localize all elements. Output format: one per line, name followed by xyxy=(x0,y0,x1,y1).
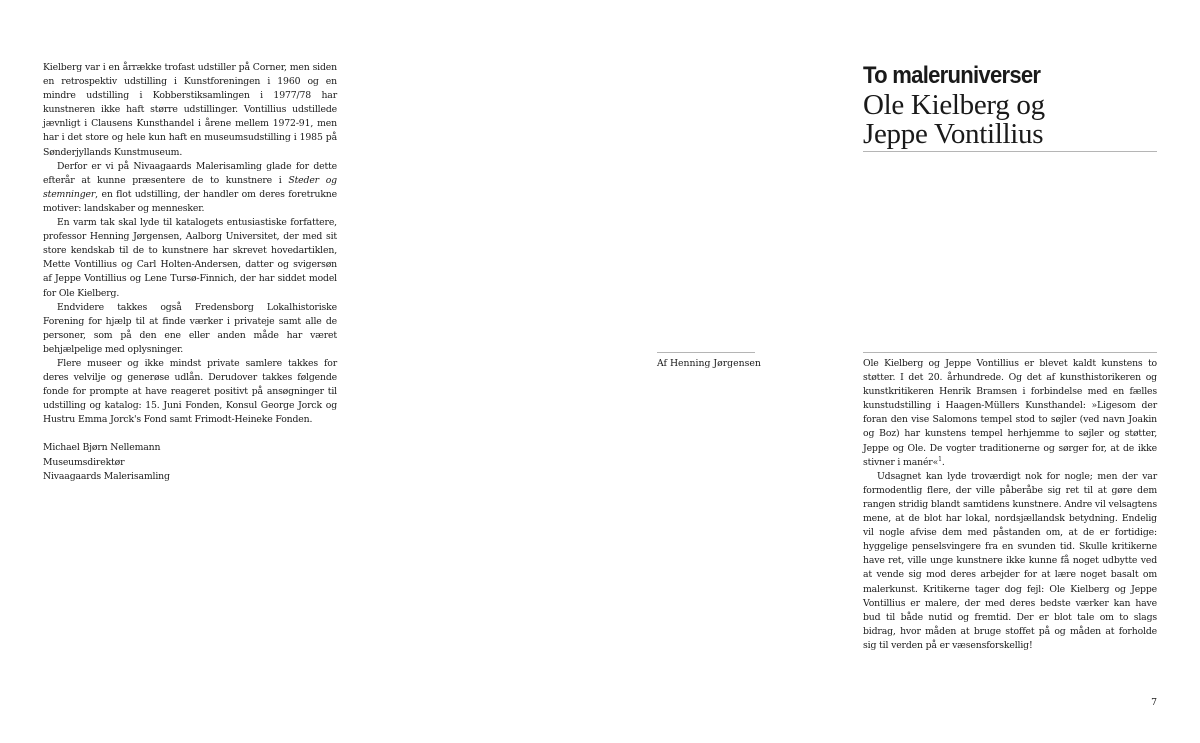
article-title-line: Jeppe Vontillius xyxy=(863,118,1044,150)
article-text: Ole Kielberg og Jeppe Vontillius er blevet kaldt kunstens to støtter. I det 20. århundrede. Og det af kunsthistorikeren og kunstkritikeren Henrik Bramsen i forbindelse med en fælles kunstudstilling i Haagen-Müllers Kunsthandel: »Ligesom der foran den vise Salomons tempel stod to søjler (ved navn Joakin og Boz) har kunstens tempel herhjemme to søjler og støtter, Jeppe og Ole. De vogter traditionerne og sørger for, at de ikke stivner i manér« xyxy=(863,358,1157,468)
author-byline: Af Henning Jørgensen xyxy=(657,358,761,369)
foreword-text: , en flot udstilling, der handler om deres foretrukne motiver: landskaber og mennesker. xyxy=(43,188,337,214)
foreword-paragraph: Endvidere takkes også Fredensborg Lokalhistoriske Forening for hjælp til at finde værker i privateje samt alle de personer, som på den ene eller anden måde har været behjælpelige med oplysninger. xyxy=(43,301,337,355)
article-heading xyxy=(863,61,1157,152)
article-paragraph xyxy=(863,357,1157,470)
foreword-paragraph: En varm tak skal lyde til katalogets entusiastiske forfattere, professor Henning Jørgensen, Aalborg Universitet, der med sit store kendskab til de to kunstnere har skrevet hovedartiklen, Mette Vontillius og Carl Holten-Andersen, datter og svigersøn af Jeppe Vontillius og Lene Tursø-Finnich, der har siddet model for Ole Kielberg. xyxy=(43,217,337,299)
exhibition-title: Steder og stemninger xyxy=(43,174,337,200)
byline-divider xyxy=(657,352,755,353)
foreword-paragraph xyxy=(43,160,337,216)
foreword-paragraph: Flere museer og ikke mindst private samlere takkes for deres velvilje og generøse udlån. Derudover takkes følgende fonde for prompte at have reageret positivt på ansøgninger til udstilling og katalog: 15. Juni Fonden, Konsul George Jorck og Hustru Emma Jorck's Fond samt Frimodt-Heineke Fonden. xyxy=(43,357,337,426)
signature-org: Nivaagaards Malerisamling xyxy=(43,470,170,482)
signature-block xyxy=(43,441,337,483)
article-divider xyxy=(863,352,1157,353)
article-kicker: To maleruniverser xyxy=(863,62,1041,89)
foreword-column xyxy=(43,61,337,484)
article-paragraph: Udsagnet kan lyde troværdigt nok for nogle; men der var formodentlig flere, der ville påberåbe sig ret til at gøre dem rangen stridig blandt samtidens kunstnere. Andre vil velsagtens mene, at de blot har lokal, nordsjællandsk betydning. Endelig vil nogle afvise dem med påstanden om, at de er fortidige: hyggelige penselsvingere fra en svunden tid. Skulle kritikerne have ret, ville unge kunstnere ikke kunne få noget udbytte ved at vende sig mod deres arbejder for at lære noget basalt om malerkunst. Kritikerne tager dog fejl: Ole Kielberg og Jeppe Vontillius er malere, der med deres bedste værker kan have bud til både nutid og fremtid. Der er blot tale om to slags bidrag, hvor måden at bruge stoffet på og måden at forholde sig til verden på er væsensforskellig! xyxy=(863,470,1157,651)
signature-name: Michael Bjørn Nellemann xyxy=(43,442,161,454)
article-text: . xyxy=(941,456,945,468)
signature-role: Museumsdirektør xyxy=(43,456,125,468)
foreword-text: Derfor er vi på Nivaagaards Malerisamling glade for dette efterår at kunne præsentere de to kunstnere i xyxy=(43,160,337,186)
foreword-paragraph: Kielberg var i en årrække trofast udstiller på Corner, men siden en retrospektiv udstilling i Kunstforeningen i 1960 og en mindre udstilling i Kobberstiksamlingen i 1977/78 har kunstneren ikke haft større udstillinger. Vontillius udstillede jævnligt i Clausens Kunsthandel i årene mellem 1972-91, men har i det store og hele kun haft en museumsudstilling i 1985 på Sønderjyllands Kunstmuseum. xyxy=(43,62,337,158)
article-body xyxy=(863,357,1157,653)
article-title-line: Ole Kielberg og xyxy=(863,89,1045,121)
footnote-marker: 1 xyxy=(938,455,942,463)
page-number: 7 xyxy=(1151,697,1157,708)
